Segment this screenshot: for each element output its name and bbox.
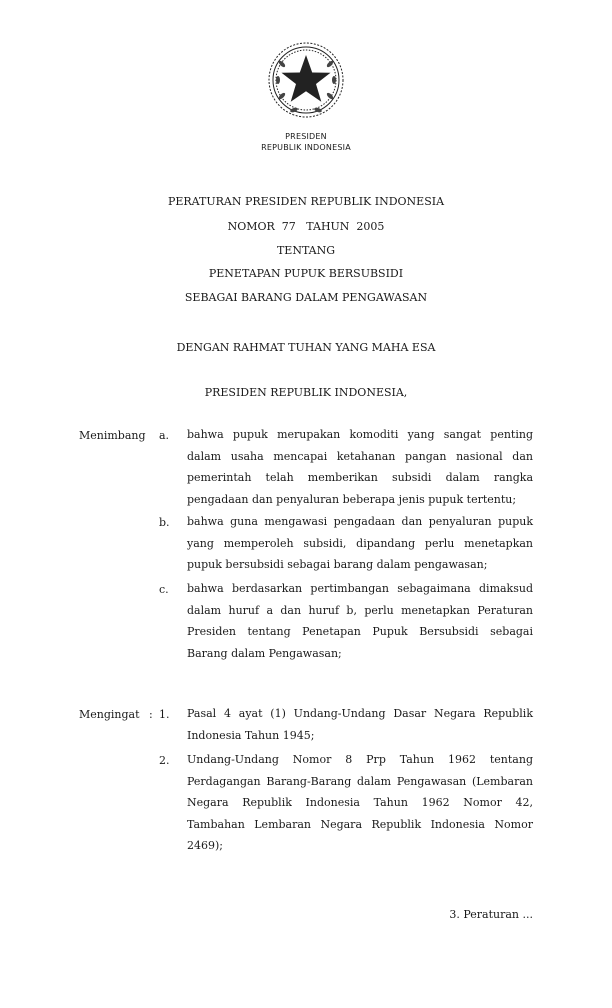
header-presiden: PRESIDEN xyxy=(285,132,327,141)
president-line: PRESIDEN REPUBLIK INDONESIA, xyxy=(204,386,408,399)
menimbang-item-a-marker: a. xyxy=(159,429,170,442)
regulation-subject-line1: PENETAPAN PUPUK BERSUBSIDI xyxy=(208,267,404,280)
menimbang-item-b-marker: b. xyxy=(159,516,170,529)
mengingat-label: Mengingat xyxy=(79,708,140,721)
menimbang-item-a-text: bahwa pupuk merupakan komoditi yang sangat penting dalam usaha mencapai ketahanan pangan nasional dan pemerintah telah memberikan subsidi dalam rangka pengadaan dan penyaluran beberapa jenis pupuk tertentu; xyxy=(187,428,533,506)
mengingat-item-1-marker: 1. xyxy=(159,708,170,721)
garuda-star-emblem-icon xyxy=(266,40,346,120)
regulation-subject-line2: SEBAGAI BARANG DALAM PENGAWASAN xyxy=(184,291,428,304)
mengingat-item-1-text: Pasal 4 ayat (1) Undang-Undang Dasar Negara Republik Indonesia Tahun 1945; xyxy=(187,707,533,742)
menimbang-item-c-text: bahwa berdasarkan pertimbangan sebagaimana dimaksud dalam huruf a dan huruf b, perlu menetapkan Peraturan Presiden tentang Penetapan Pupuk Bersubsidi sebagai Barang dalam Pengawasan; xyxy=(187,582,533,660)
menimbang-label: Menimbang xyxy=(79,429,146,442)
header-republik-indonesia: REPUBLIK INDONESIA xyxy=(261,143,351,152)
mengingat-item-2-text: Undang-Undang Nomor 8 Prp Tahun 1962 tentang Perdagangan Barang-Barang dalam Pengawasan (Lembaran Negara Republik Indonesia Tahun 1962 Nomor 42, Tambahan Lembaran Negara Republik Indonesia Nomor 2469); xyxy=(187,753,533,852)
continuation-text: 3. Peraturan ... xyxy=(449,908,533,921)
menimbang-item-c-marker: c. xyxy=(159,583,169,596)
regulation-title: PERATURAN PRESIDEN REPUBLIK INDONESIA xyxy=(167,195,445,208)
regulation-number: NOMOR 77 TAHUN 2005 xyxy=(227,220,385,233)
regulation-tentang: TENTANG xyxy=(276,244,336,257)
invocation-text: DENGAN RAHMAT TUHAN YANG MAHA ESA xyxy=(176,341,436,354)
mengingat-item-2-marker: 2. xyxy=(159,754,170,767)
menimbang-item-b-text: bahwa guna mengawasi pengadaan dan penyaluran pupuk yang memperoleh subsidi, dipandang perlu menetapkan pupuk bersubsidi sebagai barang dalam pengawasan; xyxy=(187,515,533,571)
mengingat-colon: : xyxy=(149,708,153,721)
